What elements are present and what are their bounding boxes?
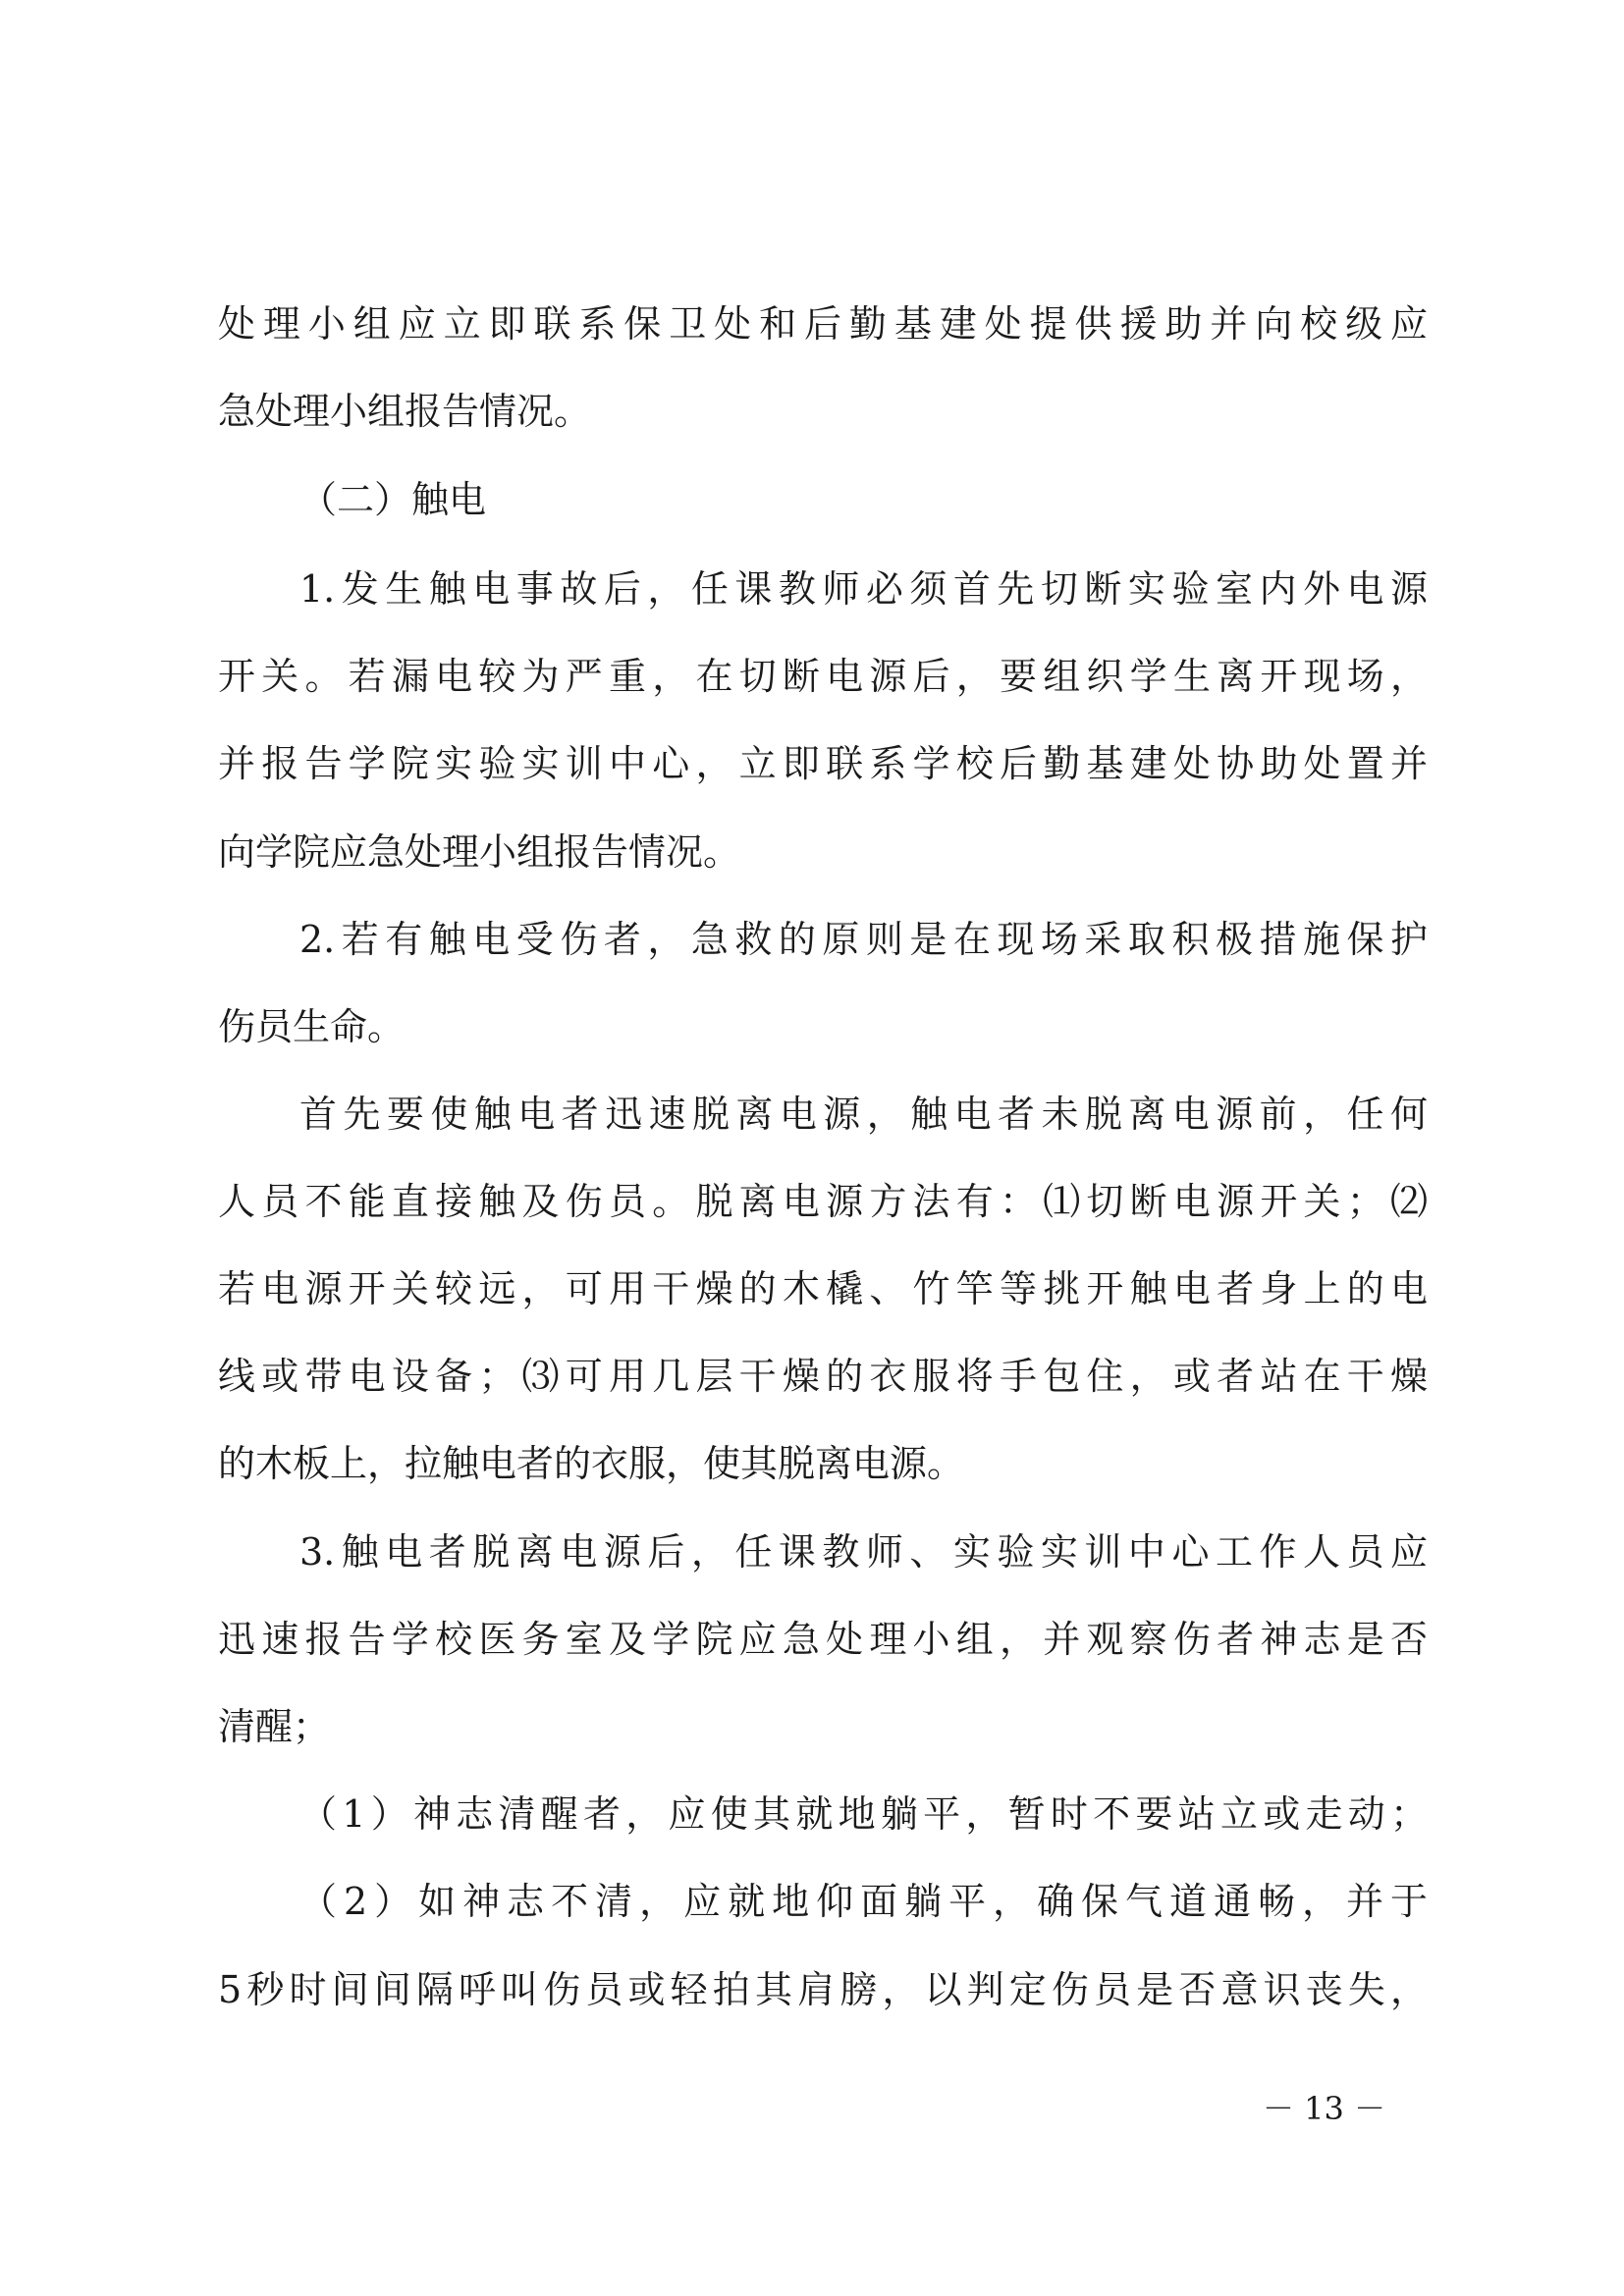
- list-item-line: （1）神志清醒者，应使其就地躺平，暂时不要站立或走动；: [299, 1792, 1428, 1836]
- paragraph-line: 5秒时间间隔呼叫伤员或轻拍其肩膀，以判定伤员是否意识丧失，: [218, 1968, 1428, 2011]
- paragraph-line: 线或带电设备；⑶可用几层干燥的衣服将手包住，或者站在干燥: [218, 1355, 1428, 1398]
- paragraph-line: 开关。若漏电较为严重，在切断电源后，要组织学生离开现场，: [218, 655, 1428, 698]
- section-heading: （二）触电: [299, 478, 487, 521]
- list-item-line: （2）如神志不清，应就地仰面躺平，确保气道通畅，并于: [299, 1880, 1428, 1923]
- paragraph-line: 向学院应急处理小组报告情况。: [218, 830, 741, 874]
- paragraph-line: 2.若有触电受伤者，急救的原则是在现场采取积极措施保护: [299, 918, 1428, 961]
- paragraph-line: 3.触电者脱离电源后，任课教师、实验实训中心工作人员应: [299, 1530, 1428, 1574]
- paragraph-line: 若电源开关较远，可用干燥的木橇、竹竿等挑开触电者身上的电: [218, 1267, 1428, 1310]
- paragraph-line: 急处理小组报告情况。: [218, 390, 592, 433]
- page-number: － 13 －: [1263, 2090, 1386, 2127]
- paragraph-line: 人员不能直接触及伤员。脱离电源方法有：⑴切断电源开关；⑵: [218, 1180, 1428, 1223]
- paragraph-line: 1.发生触电事故后，任课教师必须首先切断实验室内外电源: [299, 567, 1428, 611]
- paragraph-line: 清醒；: [218, 1705, 331, 1748]
- paragraph-line: 的木板上，拉触电者的衣服，使其脱离电源。: [218, 1442, 965, 1485]
- paragraph-line: 迅速报告学校医务室及学院应急处理小组，并观察伤者神志是否: [218, 1618, 1428, 1661]
- paragraph-line: 首先要使触电者迅速脱离电源，触电者未脱离电源前，任何: [299, 1093, 1428, 1136]
- paragraph-line: 处理小组应立即联系保卫处和后勤基建处提供援助并向校级应: [218, 302, 1428, 346]
- paragraph-line: 伤员生命。: [218, 1005, 406, 1048]
- paragraph-line: 并报告学院实验实训中心，立即联系学校后勤基建处协助处置并: [218, 742, 1428, 785]
